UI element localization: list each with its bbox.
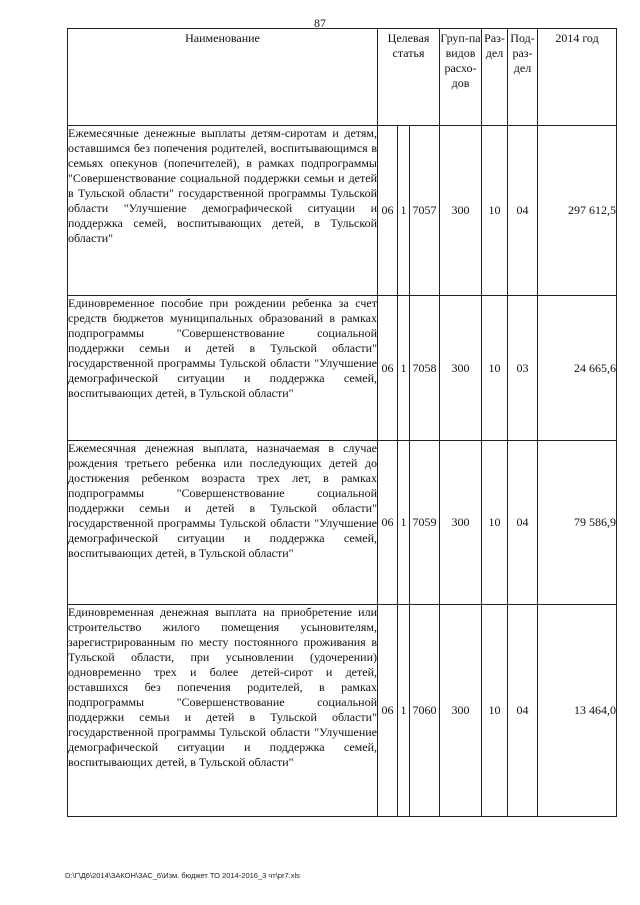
amount-2014: 297 612,5 (538, 126, 617, 296)
article-program-code: 06 (378, 441, 398, 605)
table-row (68, 126, 617, 296)
article-subprogram-code: 1 (398, 605, 410, 817)
article-program-code: 06 (378, 296, 398, 441)
header-group-types: Груп-па видов расхо-дов (440, 29, 482, 126)
amount-2014: 13 464,0 (538, 605, 617, 817)
subsection-code: 04 (508, 605, 538, 817)
group-code: 300 (440, 605, 482, 817)
amount-2014: 24 665,6 (538, 296, 617, 441)
group-code: 300 (440, 296, 482, 441)
subsection-code: 04 (508, 126, 538, 296)
file-path-footer: D:\Г\Д6\2014\ЗАКОН\ЗАС_6\Изм. бюджет ТО 2014-2016_3 чт\pr7.xls (65, 871, 300, 880)
budget-table (67, 28, 617, 817)
section-code: 10 (482, 441, 508, 605)
row-name: Единовременное пособие при рождении ребенка за счет средств бюджетов муниципальных образований в рамках подпрограммы "Совершенствование социальной поддержки семьи и детей в Тульской области" государственной программы Тульской области "Улучшение демографической ситуации и поддержка семей, воспитывающих детей, в Тульской области" (68, 296, 378, 441)
section-code: 10 (482, 605, 508, 817)
row-name: Единовременная денежная выплата на приобретение или строительство жилого помещения усыновителям, зарегистрированным по месту постоянного проживания в Тульской области, при усыновлении (удочерении) одновременно трех и более детей-сирот и детей, оставшихся без попечения родителей, в рамках подпрограммы "Совершенствование социальной поддержки семьи и детей в Тульской области" государственной программы Тульской области "Улучшение демографической ситуации и поддержка семей, воспитывающих детей, в Тульской области" (68, 605, 378, 817)
table-row (68, 605, 617, 817)
header-subsection: Под-раз-дел (508, 29, 538, 126)
page-number: 87 (314, 16, 326, 30)
section-code: 10 (482, 296, 508, 441)
subsection-code: 04 (508, 441, 538, 605)
article-program-code: 06 (378, 605, 398, 817)
table-row (68, 441, 617, 605)
section-code: 10 (482, 126, 508, 296)
header-name: Наименование (68, 29, 378, 126)
subsection-code: 03 (508, 296, 538, 441)
article-subprogram-code: 1 (398, 441, 410, 605)
header-target-article: Целевая статья (378, 29, 440, 126)
row-name: Ежемесячные денежные выплаты детям-сиротам и детям, оставшимся без попечения родителей, воспитывающимся в семьях опекунов (попечителей), в рамках подпрограммы "Совершенствование социальной поддержки семьи и детей в Тульской области" государственной программы Тульской области "Улучшение демографической ситуации и поддержка семей, воспитывающих детей, в Тульской области" (68, 126, 378, 296)
amount-2014: 79 586,9 (538, 441, 617, 605)
article-program-code: 06 (378, 126, 398, 296)
header-year: 2014 год (538, 29, 617, 126)
table-row (68, 296, 617, 441)
article-direction-code: 7059 (410, 441, 440, 605)
article-direction-code: 7058 (410, 296, 440, 441)
header-row (68, 29, 617, 126)
group-code: 300 (440, 441, 482, 605)
header-section: Раз-дел (482, 29, 508, 126)
article-subprogram-code: 1 (398, 126, 410, 296)
article-direction-code: 7057 (410, 126, 440, 296)
article-direction-code: 7060 (410, 605, 440, 817)
row-name: Ежемесячная денежная выплата, назначаемая в случае рождения третьего ребенка или последующих детей до достижения ребенком возраста трех лет, в рамках подпрограммы "Совершенствование социальной поддержки семьи и детей в Тульской области" государственной программы Тульской области "Улучшение демографической ситуации и поддержка семей, воспитывающих детей, в Тульской области" (68, 441, 378, 605)
group-code: 300 (440, 126, 482, 296)
article-subprogram-code: 1 (398, 296, 410, 441)
